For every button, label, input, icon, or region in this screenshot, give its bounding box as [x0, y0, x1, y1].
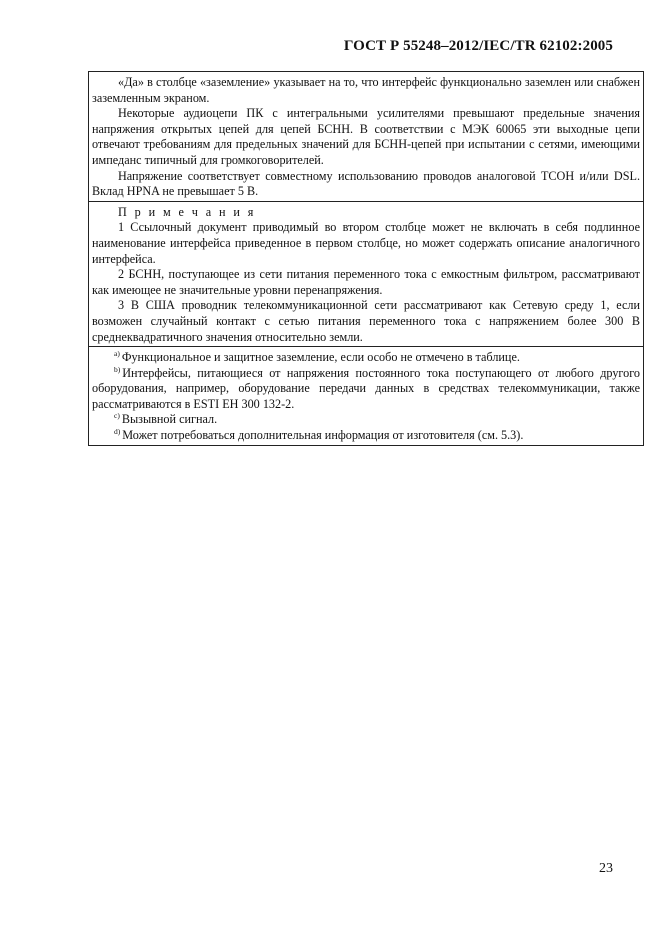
footnote: [92, 366, 640, 413]
footnote-text: Вызывной сигнал.: [121, 412, 218, 427]
notes-title: П р и м е ч а н и я: [118, 204, 256, 219]
page-number: 23: [599, 861, 613, 876]
footnote: [92, 350, 640, 366]
footnote-text: Может потребоваться дополнительная информация от изготовителя (см. 5.3).: [122, 428, 524, 443]
explanations-cell: [89, 72, 643, 201]
footnote-mark: a): [114, 349, 120, 359]
note-paragraph: 2 БСНН, поступающее из сети питания переменного тока с емкостным фильтром, рассматривают как имеющее не значительные уровни перенапряжения.: [92, 267, 640, 297]
explanation-paragraph: Напряжение соответствует совместному использованию проводов аналоговой ТСОН и/или DSL. Вклад HPNA не превышает 5 В.: [92, 168, 640, 199]
table-continuation: [88, 71, 644, 446]
note-paragraph: 1 Ссылочный документ приводимый во втором столбце может не включать в себя подлинное наименование интерфейса приведенное в первом столбце, но может содержать описание аналогичного интерфейса.: [92, 220, 640, 266]
explanation-paragraph: Некоторые аудиоцепи ПК с интегральными усилителями превышают предельные значения напряжения открытых цепей для цепей БСНН. В соответствии с МЭК 60065 эти выходные цепи отвечают требованиям для предельных значений для БСНН-цепей при испытании с сетями, имеющими импеданс типичный для громкоговорителей.: [92, 106, 640, 167]
footnote-mark: d): [114, 427, 121, 436]
footnote-text: Функциональное и защитное заземление, если особо не отмечено в таблице.: [121, 350, 520, 365]
document-header: ГОСТ Р 55248–2012/IEC/TR 62102:2005: [343, 38, 613, 54]
footnotes-cell: [89, 346, 643, 445]
footnote: [92, 412, 640, 428]
explanation-paragraph: «Да» в столбце «заземление» указывает на то, что интерфейс функционально заземлен или снабжен заземленным экраном.: [92, 75, 640, 105]
footnote-mark: c): [114, 411, 120, 421]
note-paragraph: 3 В США проводник телекоммуникационной сети рассматривают как Сетевую среду 1, если возможен случайный контакт с сетью питания переменного тока с напряжением более 300 В среднеквадратичного значения относительно земли.: [92, 298, 640, 344]
footnote: [92, 428, 640, 444]
footnote-text: Интерфейсы, питающиеся от напряжения постоянного тока поступающего от любого другого оборудования, например, оборудование передачи данных в средствах телекоммуникации, также рассматриваются в ESTI EH 300 132-2.: [92, 365, 640, 411]
footnote-mark: b): [114, 364, 121, 374]
notes-cell: [89, 201, 643, 346]
